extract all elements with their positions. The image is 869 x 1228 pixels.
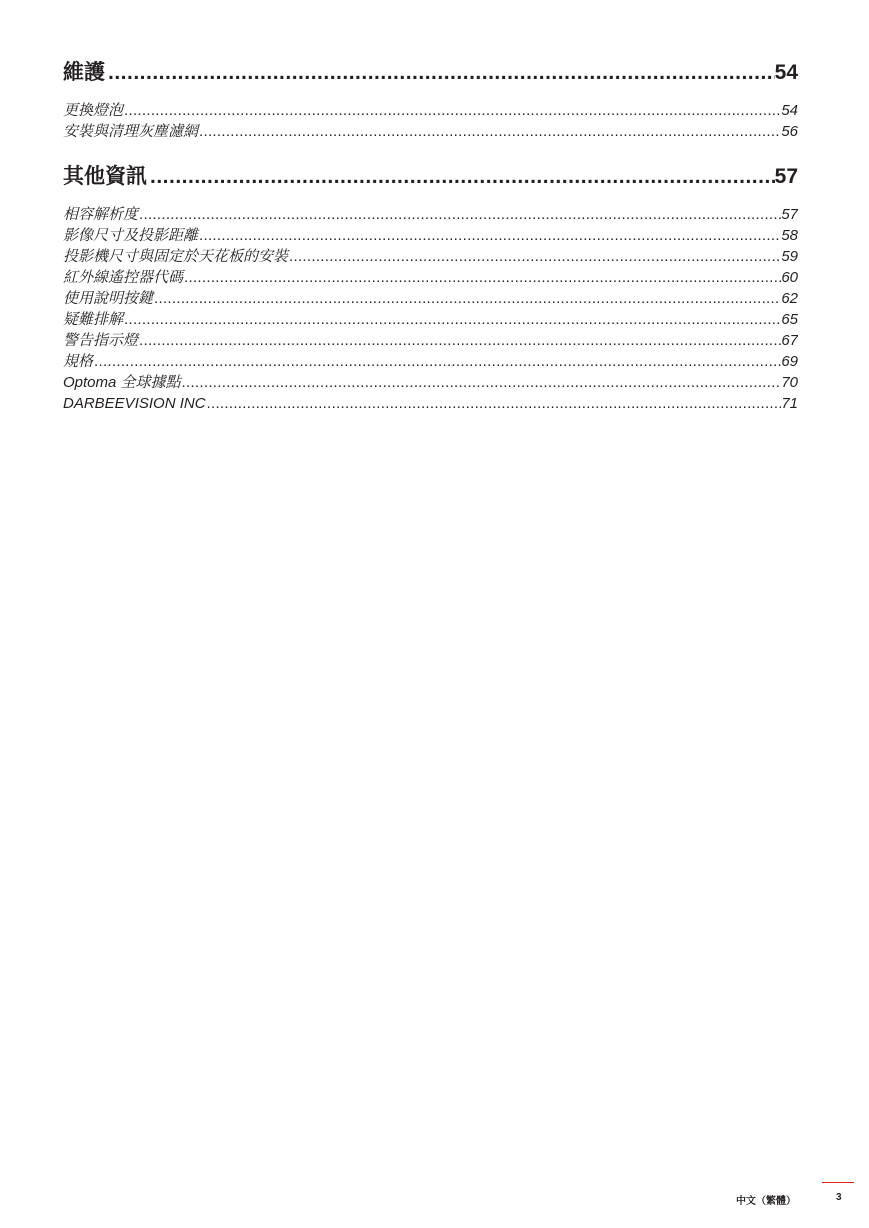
footer-accent-rule — [822, 1182, 854, 1183]
dot-leader — [105, 61, 775, 84]
dot-leader — [206, 393, 782, 414]
dot-leader — [181, 372, 782, 393]
toc-item-title: 影像尺寸及投影距離 — [63, 227, 199, 244]
dot-leader — [93, 351, 781, 372]
dot-leader — [138, 330, 781, 351]
dot-leader — [198, 121, 781, 142]
toc-heading-page: 57 — [774, 165, 798, 188]
toc-heading[interactable] — [63, 56, 798, 84]
toc-item-page: 56 — [781, 123, 798, 140]
toc-item-title: DARBEEVISION INC — [63, 395, 206, 412]
toc-item-page: 62 — [781, 290, 798, 307]
dot-leader — [123, 309, 781, 330]
toc-heading-page: 54 — [774, 61, 798, 84]
toc-item[interactable] — [63, 204, 798, 225]
toc-item[interactable] — [63, 330, 798, 351]
toc-item[interactable] — [63, 246, 798, 267]
toc-item-page: 65 — [781, 311, 798, 328]
toc-item-title: 更換燈泡 — [63, 102, 124, 119]
toc-item[interactable] — [63, 372, 798, 393]
table-of-contents — [63, 56, 798, 432]
toc-item[interactable] — [63, 288, 798, 309]
toc-item-page: 70 — [781, 374, 798, 391]
toc-item[interactable] — [63, 100, 798, 121]
toc-item[interactable] — [63, 267, 798, 288]
dot-leader — [288, 246, 781, 267]
toc-heading-title: 其他資訊 — [63, 160, 147, 188]
footer-language: 中文（繁體） — [736, 1196, 796, 1207]
toc-section-maintenance — [63, 56, 798, 142]
toc-item-title: 安裝與清理灰塵濾網 — [63, 123, 199, 140]
dot-leader — [198, 225, 781, 246]
dot-leader — [138, 204, 781, 225]
toc-heading[interactable] — [63, 160, 798, 188]
toc-item-page: 54 — [781, 102, 798, 119]
footer-page-number: 3 — [836, 1192, 842, 1203]
dot-leader — [147, 165, 775, 188]
toc-item-title: 使用說明按鍵 — [63, 290, 154, 307]
dot-leader — [153, 288, 781, 309]
toc-item-page: 59 — [781, 248, 798, 265]
toc-item[interactable] — [63, 351, 798, 372]
toc-section-other-info — [63, 160, 798, 414]
toc-item-title: 紅外線遙控器代碼 — [63, 269, 184, 286]
dot-leader — [183, 267, 781, 288]
toc-item-page: 71 — [781, 395, 798, 412]
toc-item-title: 投影機尺寸與固定於天花板的安裝 — [63, 248, 289, 265]
toc-item[interactable] — [63, 393, 798, 414]
toc-item-title: 疑難排解 — [63, 311, 124, 328]
toc-item-page: 69 — [781, 353, 798, 370]
toc-item-title: 相容解析度 — [63, 206, 139, 223]
toc-item-page: 57 — [781, 206, 798, 223]
toc-item-title: 規格 — [63, 353, 94, 370]
toc-item[interactable] — [63, 225, 798, 246]
toc-item-title: Optoma 全球據點 — [63, 374, 181, 391]
toc-item[interactable] — [63, 121, 798, 142]
dot-leader — [123, 100, 781, 121]
toc-item-title: 警告指示燈 — [63, 332, 139, 349]
toc-item-page: 60 — [781, 269, 798, 286]
toc-item[interactable] — [63, 309, 798, 330]
toc-item-page: 58 — [781, 227, 798, 244]
toc-heading-title: 維護 — [63, 56, 105, 84]
toc-item-page: 67 — [781, 332, 798, 349]
page-footer — [0, 1180, 869, 1228]
